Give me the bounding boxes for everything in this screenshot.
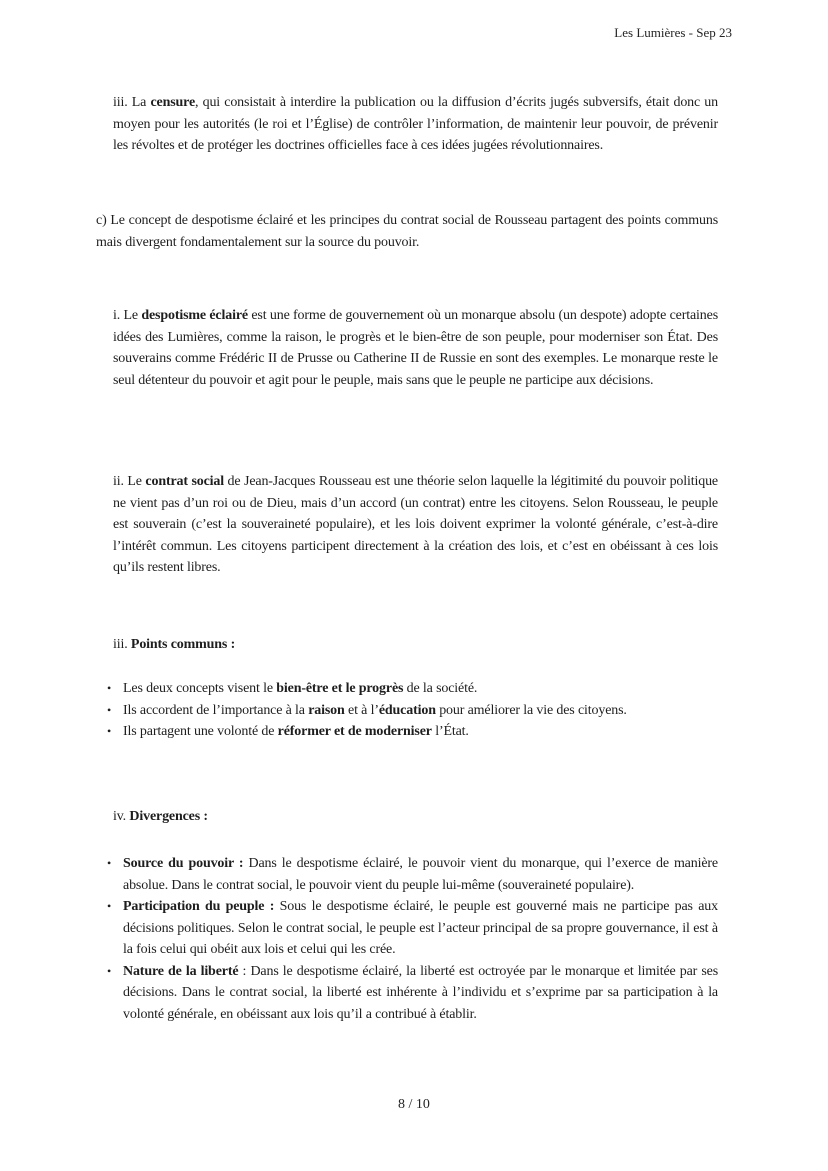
heading-points-communs: iii. Points communs : (113, 637, 236, 652)
points-communs-list (96, 678, 718, 743)
paragraph-intro-c: c) Le concept de despotisme éclairé et les principes du contrat social de Rousseau partagent des points communs mais divergent fondamentalement sur la source du pouvoir. (96, 213, 718, 250)
divergences-item-3: • Nature de la liberté : Dans le despotisme éclairé, la liberté est octroyée par le monarque et limitée par ses décisions. Dans le contrat social, la liberté est inhérente à l’individu et s’exprime par sa participation à la volonté générale, en obéissant aux lois qu’il a contribué à établir. (96, 961, 718, 1026)
divergences-list (96, 853, 718, 1025)
points-communs-item-1: • Les deux concepts visent le bien-être et le progrès de la société. (96, 678, 718, 700)
page-number: 8 / 10 (398, 1097, 430, 1112)
divergences-item-2: • Participation du peuple : Sous le despotisme éclairé, le peuple est gouverné mais ne participe pas aux décisions politiques. Selon le contrat social, le peuple est l’acteur principal de sa propre gouvernance, il est à la fois celui qui obéit aux lois et celui qui les crée. (96, 896, 718, 961)
paragraph-censure: iii. La censure, qui consistait à interdire la publication ou la diffusion d’écrits jugés subversifs, était donc un moyen pour les autorités (le roi et l’Église) de contrôler l’information, de maintenir leur pouvoir, de prévenir les révoltes et de protéger les doctrines officielles face à ces idées jugées révolutionnaires. (113, 95, 718, 153)
paragraph-despotisme-eclaire: i. Le despotisme éclairé est une forme de gouvernement où un monarque absolu (un despote) adopte certaines idées des Lumières, comme la raison, le progrès et le bien-être de son peuple, pour moderniser son État. Des souverains comme Frédéric II de Prusse ou Catherine II de Russie en sont des exemples. Le monarque reste le seul détenteur du pouvoir et agit pour le peuple, mais sans que le peuple ne participe aux décisions. (113, 308, 719, 388)
points-communs-item-3: • Ils partagent une volonté de réformer et de moderniser l’État. (96, 721, 718, 743)
page-header: Les Lumières - Sep 23 (614, 25, 732, 40)
paragraph-contrat-social: ii. Le contrat social de Jean-Jacques Rousseau est une théorie selon laquelle la légitimité du pouvoir politique ne vient pas d’un roi ou de Dieu, mais d’un accord (un contrat) entre les citoyens. Selon Rousseau, le peuple est souverain (c’est la souveraineté populaire), et les lois doivent exprimer la volonté générale, c’est-à-dire l’intérêt commun. Les citoyens participent directement à la création des lois, et c’est en obéissant à ces lois qu’ils restent libres. (113, 474, 718, 575)
heading-divergences: iv. Divergences : (113, 809, 208, 824)
divergences-item-1: • Source du pouvoir : Dans le despotisme éclairé, le pouvoir vient du monarque, qui l’exerce de manière absolue. Dans le contrat social, le pouvoir vient du peuple lui-même (souveraineté populaire). (96, 853, 718, 896)
points-communs-item-2: • Ils accordent de l’importance à la raison et à l’éducation pour améliorer la vie des citoyens. (96, 700, 718, 722)
